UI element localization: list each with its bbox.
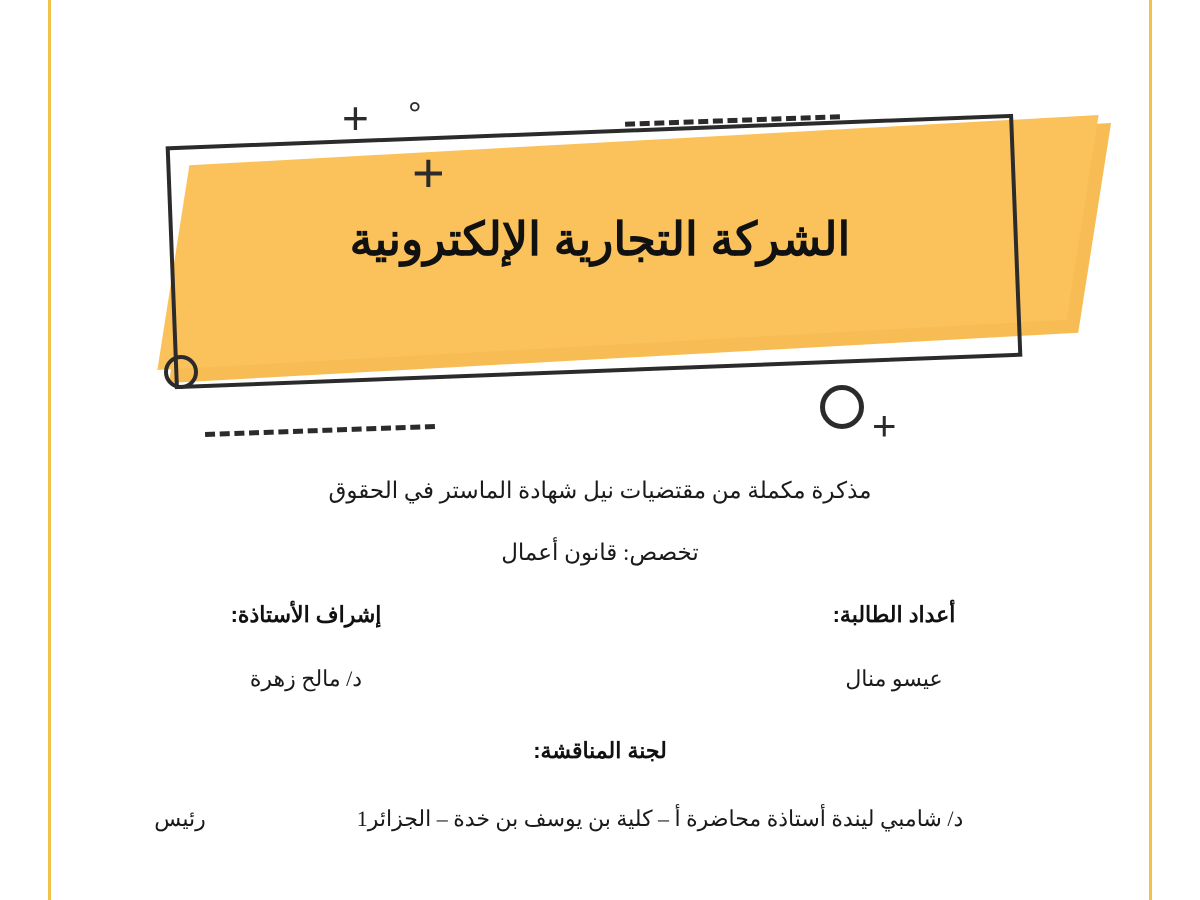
supervisor-block bbox=[110, 602, 502, 692]
plus-icon-2: + bbox=[412, 141, 445, 204]
dot-icon-1: ° bbox=[408, 96, 422, 134]
title-banner bbox=[60, 0, 1140, 449]
dashed-line-bottom-icon bbox=[205, 424, 435, 437]
specialization: تخصص: قانون أعمال bbox=[501, 540, 699, 565]
page-title: الشركة التجارية الإلكترونية bbox=[349, 213, 851, 265]
jury-heading: لجنة المناقشة: bbox=[533, 738, 667, 763]
jury-member-row bbox=[60, 806, 1140, 832]
jury-member-description: د/ شامبي ليندة أستاذة محاضرة أ – كلية بن يوسف بن خدة – الجزائر1 bbox=[356, 806, 964, 831]
circle-outline-icon-2 bbox=[820, 385, 864, 429]
circle-outline-icon-1 bbox=[164, 355, 198, 389]
student-heading: أعداد الطالبة: bbox=[832, 602, 956, 627]
student-name: عيسو منال bbox=[845, 666, 943, 691]
supervisor-heading: إشراف الأستاذة: bbox=[230, 602, 382, 627]
jury-member-role: رئيس bbox=[154, 806, 206, 831]
supervisor-name: د/ مالح زهرة bbox=[249, 666, 363, 691]
plus-icon-3: + bbox=[872, 402, 897, 449]
authors-row bbox=[60, 602, 1140, 692]
student-block bbox=[698, 602, 1090, 692]
plus-icon-1: + bbox=[342, 92, 369, 144]
degree-statement: مذكرة مكملة من مقتضيات نيل شهادة الماستر في الحقوق bbox=[328, 478, 872, 503]
